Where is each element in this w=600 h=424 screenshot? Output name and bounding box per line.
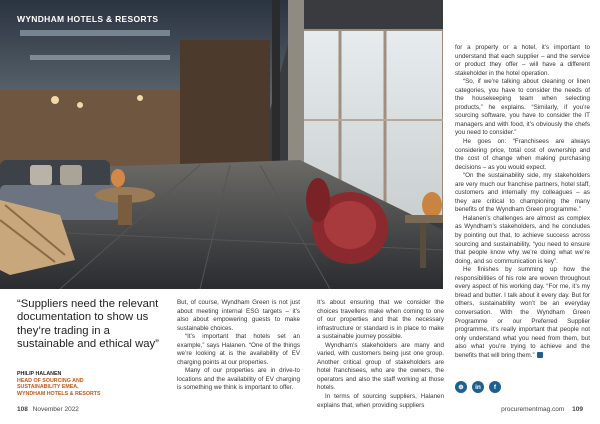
footer-left <box>17 406 79 413</box>
byline-name: PHILIP HALANEN <box>17 371 62 377</box>
article-column-2 <box>177 299 300 393</box>
paragraph: Many of our properties are in drive-to locations and the availability of EV charging is something we think is important to offer. <box>177 367 300 392</box>
end-of-article-icon <box>537 352 543 358</box>
paragraph: “So, if we’re talking about cleaning or linen categories, you have to consider the needs of the housekeeping team when selecting products,” he explains. “Similarly, if you’re sourcing software, you have to consider the IT managers and with food, it’s obviously the chefs you need to consider.” <box>455 78 590 137</box>
page-number-right: 109 <box>572 406 583 413</box>
section-header: WYNDHAM HOTELS & RESORTS <box>17 14 159 24</box>
pull-quote: “Suppliers need the relevant documentation to show us they’re trading in a sustainable and ethical way” <box>17 298 159 351</box>
paragraph: He goes on: “Franchisees are always considering price, total cost of ownership and the cost of change when making purchasing decisions – as you would expect. <box>455 138 590 171</box>
site-url[interactable]: procurementmag.com <box>501 406 565 413</box>
article-column-3 <box>317 299 444 410</box>
paragraph: But, of course, Wyndham Green is not just about meeting internal ESG targets – it’s also about empowering guests to make sustainable choices. <box>177 299 300 332</box>
paragraph-final-text: He finishes by summing up how the responsibilities of his role are woven throughout every aspect of his working day. “For me, it’s my bread and butter. I talk about it every day. But for others, sustainability won’t be an everyday conversation. With the Wyndham Green Programme or our Preferred Supplier programme, it’s really important that people not only understand what you need from them, but also what you’re trying to achieve and the benefits that will bring them.” <box>455 266 590 359</box>
website-icon[interactable]: ⊕ <box>455 381 467 393</box>
byline-role-1: HEAD OF SOURCING AND <box>17 377 84 384</box>
article-column-right <box>455 44 590 360</box>
paragraph-final <box>455 266 590 360</box>
issue-date: November 2022 <box>32 406 79 413</box>
byline-role-3: WYNDHAM HOTELS & RESORTS <box>17 390 101 397</box>
byline <box>17 371 101 397</box>
paragraph: for a property or a hotel, it’s important to understand that each supplier – and the service or product they offer – will have a different stakeholder in the hotel operation. <box>455 44 590 77</box>
footer-right <box>501 406 583 413</box>
paragraph: Halanen’s challenges are almost as complex as Wyndham’s stakeholders, and he concludes by pointing out that, to achieve success across sourcing and sustainability, “you need to ensure that people know why we’re doing what we’re doing, and so communication is key”. <box>455 214 590 265</box>
paragraph: Wyndham’s stakeholders are many and varied, with customers being just one group. Another critical group of stakeholders are hotel franchisees, who are the owners, the operators and also the staff working at those hotels. <box>317 341 444 392</box>
paragraph: “It’s important that hotels set an example,” says Halanen. “One of the things we’re looking at is the availability of EV charging points at our properties. <box>177 333 300 366</box>
paragraph: “On the sustainability side, my stakeholders are very much our franchise partners, hotel staff, customers and internally my colleagues – as they are critical to championing the many benefits of the Wyndham Green programme.” <box>455 172 590 214</box>
page-number-left: 108 <box>17 406 28 413</box>
byline-role-2: SUSTAINABILITY EMEA, <box>17 384 79 391</box>
paragraph: It’s about ensuring that we consider the choices travellers make when coming to one of our properties and that the necessary infrastructure or standard is in place to make a sustainable journey possible. <box>317 299 444 341</box>
facebook-icon[interactable]: f <box>489 381 501 393</box>
linkedin-icon[interactable]: in <box>472 381 484 393</box>
social-links <box>455 381 501 393</box>
paragraph: In terms of sourcing suppliers, Halanen explains that, when providing suppliers <box>317 393 444 409</box>
